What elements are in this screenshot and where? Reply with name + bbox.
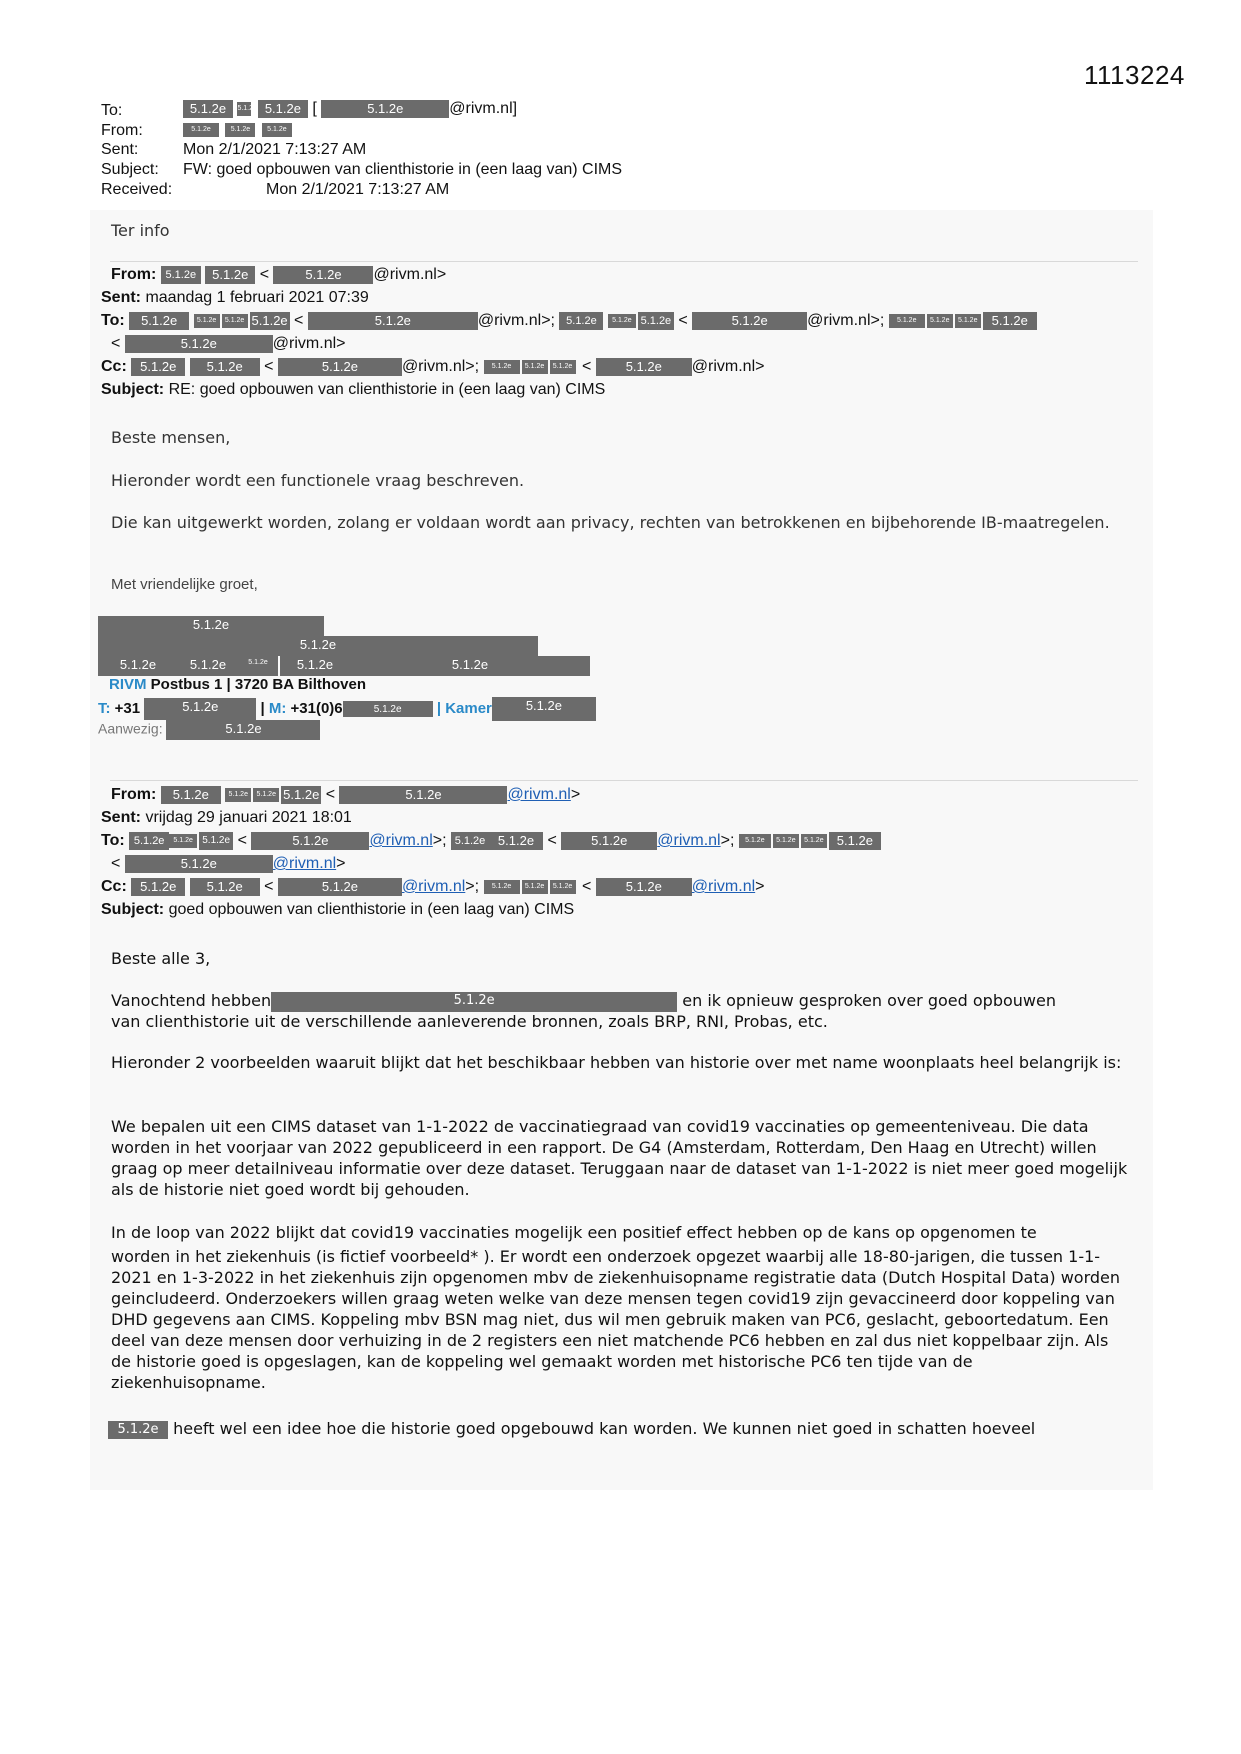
email1-closing: Met vriendelijke groet,: [111, 576, 258, 593]
email2-cc: Cc: 5.1.2e 5.1.2e < 5.1.2e @rivm.nl>; 5.1.2e 5.1.2e 5.1.2e < 5.1.2e @rivm.nl>: [101, 878, 765, 895]
received-label: Received:: [101, 181, 173, 198]
redaction: 5.1.2e: [253, 788, 279, 802]
redaction: 5.1.2e: [183, 123, 219, 137]
email2-greeting: Beste alle 3,: [111, 949, 211, 968]
redaction: 5.1.2e: [829, 832, 881, 850]
redaction: 5.1.2e: [190, 878, 260, 896]
email-link[interactable]: @rivm.nl: [401, 878, 466, 895]
redaction: 5.1.2e: [638, 312, 674, 330]
redaction: 5.1.2e: [955, 314, 981, 328]
redaction: 5.1.2e: [98, 656, 178, 676]
redaction: 5.1.2e: [169, 834, 197, 848]
redaction: 5.1.2e: [350, 656, 590, 676]
redaction: 5.1.2e: [225, 788, 251, 802]
email2-to: To: 5.1.2e 5.1.2e 5.1.2e < 5.1.2e @rivm.nl>; 5.1.2e 5.1.2e < 5.1.2e @rivm.nl>; 5.1.2e 5.1.2e 5.1.2e 5.1.2e: [101, 830, 881, 852]
redaction: 5.1.2e: [222, 314, 248, 328]
redaction: 5.1.2e: [522, 360, 548, 374]
separator: [110, 261, 1138, 262]
redaction: 5.1.2e: [484, 360, 520, 374]
email1-to-cont: < 5.1.2e @rivm.nl>: [111, 335, 346, 352]
sent-label: Sent:: [101, 141, 139, 158]
redaction: 5.1.2e: [258, 100, 308, 118]
redaction: 5.1.2e: [522, 880, 548, 894]
redaction: 5.1.2e: [339, 786, 507, 804]
redaction: 5.1.2e: [262, 123, 292, 137]
email2-from: From: 5.1.2e 5.1.2e 5.1.2e 5.1.2e < 5.1.2e @rivm.nl>: [111, 786, 581, 803]
redaction: 5.1.2e: [251, 832, 369, 850]
subject-value: FW: goed opbouwen van clienthistorie in (een laag van) CIMS: [183, 161, 623, 178]
separator: [110, 780, 1138, 781]
subject-label: Subject:: [101, 161, 159, 178]
redaction: 5.1.2e: [343, 701, 433, 717]
redaction: 5.1.2e: [321, 100, 449, 118]
redaction: 5.1.2e: [161, 786, 221, 804]
redaction: 5.1.2e: [225, 123, 255, 137]
email2-paragraph: In de loop van 2022 blijkt dat covid19 vaccinaties mogelijk een positief effect hebben op de kans op opgenomen te: [111, 1223, 1037, 1242]
to-label: To:: [101, 102, 123, 119]
redaction: 5.1.2e: [983, 312, 1037, 330]
redaction: 5.1.2e: [125, 855, 273, 873]
redaction: 5.1.2e: [278, 358, 402, 376]
redaction: 5.1.2e: [692, 312, 807, 330]
document-number: 1113224: [1084, 60, 1185, 90]
email1-subject: Subject: RE: goed opbouwen van clienthistorie in (een laag van) CIMS: [101, 381, 606, 398]
email-link[interactable]: @rivm.nl: [507, 786, 571, 803]
redaction: 5.1.2e: [251, 312, 288, 328]
redaction: 5.1.2e: [194, 314, 220, 328]
email-link[interactable]: @rivm.nl: [691, 878, 756, 895]
redaction: 5.1.2e: [801, 834, 827, 848]
redaction: 5.1.2e: [144, 698, 256, 720]
email2-sent: Sent: vrijdag 29 januari 2021 18:01: [101, 809, 352, 826]
redaction: 5.1.2e: [273, 266, 373, 284]
redaction: 5.1.2e: [131, 878, 185, 896]
email-link[interactable]: @rivm.nl: [369, 832, 433, 849]
redaction: 5.1.2e: [561, 832, 657, 850]
redaction: 5.1.2e: [178, 656, 238, 676]
email1-to: To: 5.1.2e 5.1.2e 5.1.2e 5.1.2e < 5.1.2e @rivm.nl>; 5.1.2e 5.1.2e 5.1.2e < 5.1.2e @rivm.nl>; 5.1.2e 5.1.2e 5.1.2e 5.1.2e: [101, 310, 1037, 332]
redaction: 5.1.2e: [278, 878, 402, 896]
email1-paragraph: Hieronder wordt een functionele vraag beschreven.: [111, 471, 525, 490]
signature-presence: Aanwezig: 5.1.2e: [98, 720, 320, 740]
forward-note: Ter info: [111, 221, 170, 240]
redaction: 5.1.2e: [205, 266, 255, 284]
email1-cc: Cc: 5.1.2e 5.1.2e < 5.1.2e @rivm.nl>; 5.1.2e 5.1.2e 5.1.2e < 5.1.2e @rivm.nl>: [101, 358, 765, 375]
email2-paragraph: van clienthistorie uit de verschillende aanleverende bronnen, zoals BRP, RNI, Probas, etc.: [111, 1012, 828, 1031]
to-suffix: @rivm.nl]: [449, 100, 518, 117]
to-bracket: [: [312, 100, 317, 117]
sent-value: Mon 2/1/2021 7:13:27 AM: [183, 141, 367, 158]
from-label: From:: [101, 122, 143, 139]
email2-to-cont: < 5.1.2e @rivm.nl>: [111, 855, 346, 872]
redaction: 5.1.2e: [238, 656, 278, 676]
redaction: 5.1.2e: [271, 992, 677, 1012]
signature-line: [98, 656, 590, 676]
redaction: 5.1.2e: [199, 832, 233, 850]
redaction: 5.1.2e: [550, 360, 576, 374]
redaction: 5.1.2e: [489, 832, 543, 850]
email2-subject: Subject: goed opbouwen van clienthistorie in (een laag van) CIMS: [101, 901, 575, 918]
email1-from: From: 5.1.2e 5.1.2e < 5.1.2e @rivm.nl>: [111, 266, 447, 283]
redaction: 5.1.2e: [183, 100, 233, 118]
redaction: 5.1.2e: [280, 656, 350, 676]
to-value: [183, 99, 517, 119]
redaction: 5.1.2e: [927, 314, 953, 328]
redaction: 5.1.2e: [98, 636, 538, 656]
email2-paragraph: Hieronder 2 voorbeelden waaruit blijkt dat het beschikbaar hebben van historie over met name woonplaats heel belangrijk is:: [111, 1053, 1122, 1072]
from-value: [183, 121, 294, 139]
redaction: 5.1.2e: [108, 1421, 168, 1439]
redaction: 5.1.2e: [129, 832, 169, 850]
email-link[interactable]: @rivm.nl: [657, 832, 721, 849]
email2-paragraph: worden in het ziekenhuis (is fictief voorbeeld* ). Er wordt een onderzoek opgezet waarbij alle 18-80-jarigen, die tussen 1-1-2021 en 1-3-2022 in het ziekenhuis zijn opgenomen mbv de ziekenhuisopname registratie data (Dutch Hospital Data) worden geincludeerd. Onderzoekers willen graag weten welke van deze mensen tegen covid19 zijn gevaccineerd door koppeling van DHD gegevens aan CIMS. Koppeling mbv BSN mag niet, dus wil men gebruik maken van PC6, geslacht, geboortedatum. Een deel van deze mensen door verhuizing in de 2 registers een niet matchende PC6 hebben en zal dus niet koppelbaar zijn. Als de historie goed is opgeslagen, kan de koppeling wel gemaakt worden met historische PC6 ten tijde van de ziekenhuisopname.: [111, 1247, 1121, 1392]
email2-paragraph: 5.1.2e heeft wel een idee hoe die historie goed opgebouwd kan worden. We kunnen niet goed in schatten hoeveel: [108, 1418, 1035, 1439]
email1-paragraph: Die kan uitgewerkt worden, zolang er voldaan wordt aan privacy, rechten van betrokkenen en bijbehorende IB-maatregelen.: [111, 513, 1110, 532]
redaction: 5.1.2e: [596, 878, 692, 896]
redaction: 5.1.2e: [889, 314, 925, 328]
redaction: 5.1.2e: [98, 616, 324, 636]
signature-phone: T: +31 5.1.2e | M: +31(0)6 5.1.2e | Kamer 5.1.2e: [98, 697, 596, 721]
redaction: 5.1.2e: [550, 880, 576, 894]
redaction: 5.1.2e: [608, 314, 636, 328]
redaction: 5.1.2e: [492, 697, 596, 721]
email2-paragraph: Vanochtend hebben 5.1.2e en ik opnieuw gesproken over goed opbouwen: [111, 991, 1056, 1010]
redaction: 5.1.2e: [161, 266, 201, 284]
email1-greeting: Beste mensen,: [111, 428, 231, 447]
redaction: 5.1.2e: [125, 335, 273, 353]
signature-line: [98, 636, 538, 656]
email2-paragraph: We bepalen uit een CIMS dataset van 1-1-2022 de vaccinatiegraad van covid19 vaccinaties op gemeenteniveau. Die data worden in het voorjaar van 2022 gepubliceerd in een rapport. De G4 (Amsterdam, Rotterdam, Den Haag en Utrecht) willen graag op meer detailniveau informatie over deze dataset. Teruggaan naar de dataset van 1-1-2022 is niet meer goed mogelijk als de historie niet goed wordt bij gehouden.: [111, 1117, 1128, 1199]
redaction: 5.1.2e: [237, 102, 251, 116]
redaction: 5.1.2e: [559, 312, 603, 330]
received-value: Mon 2/1/2021 7:13:27 AM: [266, 181, 450, 198]
redaction: 5.1.2e: [283, 786, 320, 802]
redaction: 5.1.2e: [773, 834, 799, 848]
redaction: 5.1.2e: [129, 312, 189, 330]
redaction: 5.1.2e: [739, 834, 771, 848]
redaction: 5.1.2e: [451, 832, 489, 850]
redaction: 5.1.2e: [596, 358, 692, 376]
email1-sent: Sent: maandag 1 februari 2021 07:39: [101, 289, 369, 306]
email-link[interactable]: @rivm.nl: [272, 855, 337, 872]
signature-address: RIVM Postbus 1 | 3720 BA Bilthoven: [109, 676, 367, 693]
redaction: 5.1.2e: [166, 720, 320, 740]
redaction: 5.1.2e: [484, 880, 520, 894]
redaction: 5.1.2e: [308, 312, 478, 330]
signature-name: [98, 616, 324, 636]
redaction: 5.1.2e: [131, 358, 185, 376]
redaction: 5.1.2e: [190, 358, 260, 376]
